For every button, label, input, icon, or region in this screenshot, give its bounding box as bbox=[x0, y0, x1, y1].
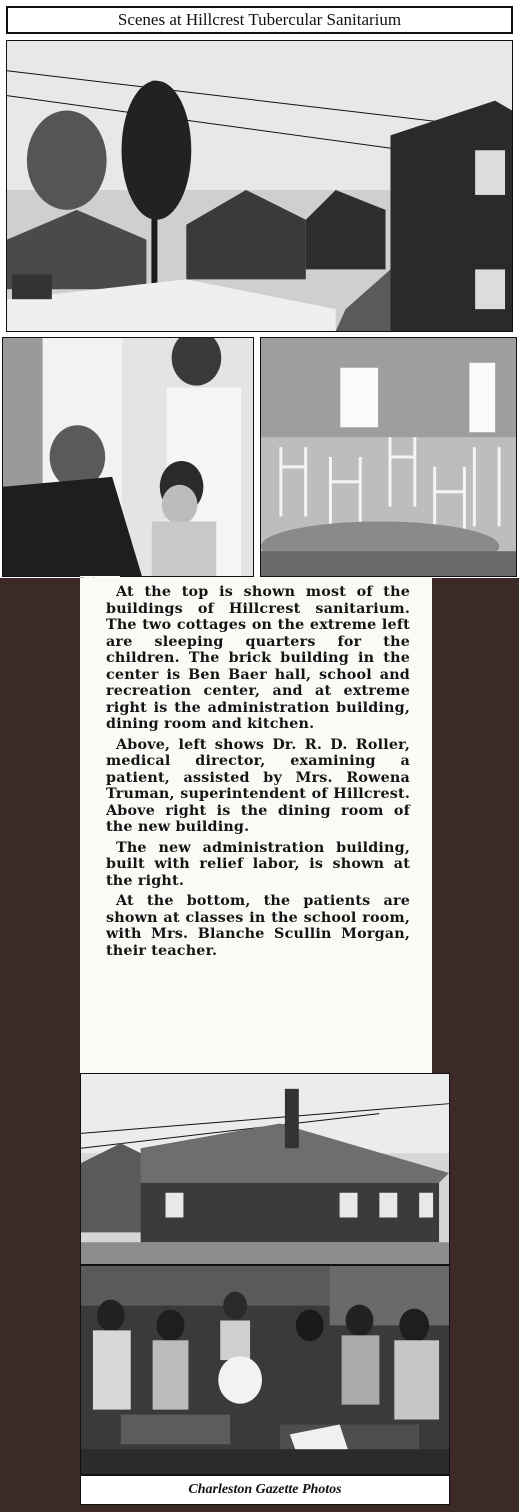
school-room-classes-photo bbox=[80, 1265, 450, 1475]
caption-paragraph-2: Above, left shows Dr. R. D. Roller, medical director, examining a patient, assisted by Mrs. Rowena Truman, superintendent of Hillcrest. Above right is the dining room of the new building. bbox=[106, 736, 410, 835]
caption-paragraph-4: At the bottom, the patients are shown at classes in the school room, with Mrs. Blanche Scullin Morgan, their teacher. bbox=[106, 893, 410, 959]
caption-paragraph-1: At the top is shown most of the buildings of Hillcrest sanitarium. The two cottages on the extreme left are sleeping quarters for the children. The brick building in the center is Ben Baer hall, school and recreation center, and at extreme right is the administration building, dining room and kitchen. bbox=[106, 584, 410, 732]
photo-credit: Charleston Gazette Photos bbox=[80, 1475, 450, 1505]
caption-block bbox=[80, 578, 432, 1073]
doctor-examining-patient-photo bbox=[2, 337, 254, 577]
dining-room-photo bbox=[260, 337, 517, 577]
buildings-of-hillcrest-photo bbox=[6, 40, 513, 332]
headline: Scenes at Hillcrest Tubercular Sanitarium bbox=[6, 6, 513, 34]
administration-building-photo bbox=[80, 1073, 450, 1265]
caption-paragraph-3: The new administration building, built with relief labor, is shown at the right. bbox=[106, 839, 410, 889]
